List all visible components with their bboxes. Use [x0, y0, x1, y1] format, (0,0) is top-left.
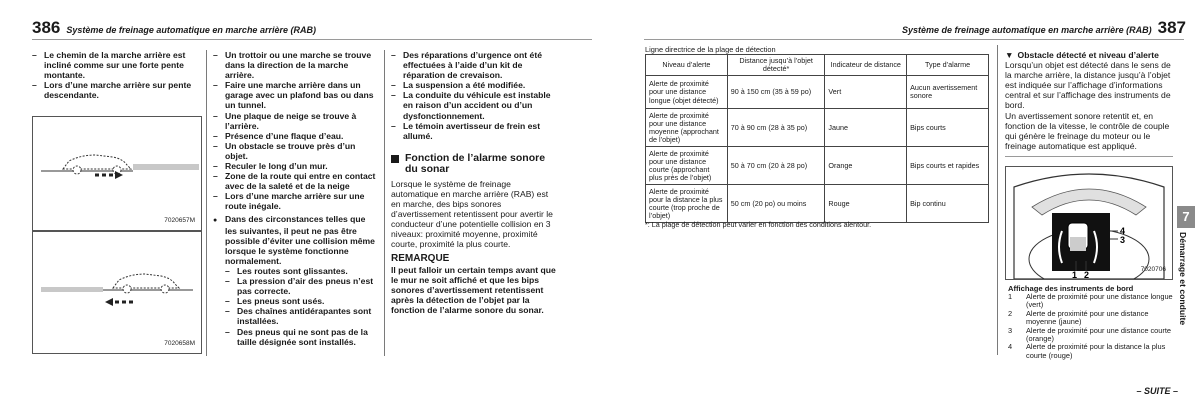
conditions-list-1: [32, 50, 202, 100]
list-item: – Des pneus qui ne sont pas de la taille désignée sont installés.: [225, 327, 378, 347]
collision-sub-list: [225, 266, 378, 347]
legend-item: [1008, 327, 1174, 344]
list-item: – Un obstacle se trouve près d’un objet.: [213, 141, 378, 161]
obstacle-text-2: Un avertissement sonore retentit et, en fonction de la vitesse, le contrôle de couple qui génère le freinage du moteur ou le freinage automatique est appliqué.: [1005, 110, 1170, 151]
triangle-down-icon: ▼: [1005, 50, 1014, 60]
section-text: Lorsque le système de freinage automatique en marche arrière (RAB) est en marche, des bips sonores d’avertissement retentissent pour avertir le conducteur d’une potentielle collision en 3 niveaux: proximité moyenne, proximité courte, proximité la plus courte.: [391, 178, 553, 250]
table-row: [646, 147, 989, 185]
list-item: – Les routes sont glissantes.: [225, 266, 378, 276]
table-cell: Vert: [825, 76, 907, 109]
legend-number: 3: [1008, 325, 1013, 335]
table-cell: Orange: [825, 147, 907, 185]
legend-text: Alerte de proximité pour une distance longue (vert): [1026, 292, 1173, 310]
right-col: [1005, 50, 1175, 151]
left-col-3: [391, 50, 556, 315]
car-slope-downhill-illustration: [33, 232, 201, 353]
figure-code: 7020658M: [164, 340, 195, 347]
column-divider: [997, 45, 998, 355]
table-row: [646, 185, 989, 223]
left-header-title: Système de freinage automatique en marche arrière (RAB): [66, 25, 316, 35]
legend-text: Alerte de proximité pour la distance la plus courte (rouge): [1026, 342, 1166, 360]
collision-bullet-list: [213, 214, 378, 347]
obstacle-text: Lorsqu’un objet est détecté dans le sens de la marche arrière, la distance jusqu’à l’objet est indiquée sur l’affichage d’informations central et sur l’affichage des instruments de bord.: [1005, 60, 1171, 111]
table-cell: Jaune: [825, 109, 907, 147]
list-item: – Une plaque de neige se trouve à l’arrière.: [213, 111, 378, 131]
right-page-header: [902, 18, 1186, 38]
table-footnote: *: La plage de détection peut varier en fonction des conditions alentour.: [645, 220, 872, 229]
cluster-label: 1: [1072, 270, 1078, 279]
chapter-label: Démarrage et conduite: [1178, 232, 1188, 326]
bullet-text: Dans des circonstances telles que les suivantes, il peut ne pas être possible d’éviter une collision même lorsque le système fonctionne normalement.: [225, 213, 375, 266]
list-item: – Lors d’une marche arrière sur pente descendante.: [32, 80, 202, 100]
cluster-label: 2: [1084, 270, 1090, 279]
table-cell: 50 cm (20 po) ou moins: [727, 185, 825, 223]
cluster-label: 4: [1120, 226, 1126, 236]
left-col-2: [213, 50, 378, 347]
table-cell: Bip continu: [907, 185, 989, 223]
list-item: – Un trottoir ou une marche se trouve dans la direction de la marche arrière.: [213, 50, 378, 80]
legend-number: 2: [1008, 308, 1013, 318]
conditions-list-3: [391, 50, 556, 141]
section-title: Fonction de l’alarme sonore du sonar: [405, 151, 546, 176]
legend-title: Affichage des instruments de bord: [1008, 284, 1134, 293]
obstacle-heading: [1005, 50, 1175, 60]
list-item: – Reculer le long d’un mur.: [213, 161, 378, 171]
table-cell: Alerte de proximité pour la distance la plus courte (trop proche de l’objet): [646, 185, 728, 223]
table-cell: Alerte de proximité pour une distance longue (objet détecté): [646, 76, 728, 109]
table-row: [646, 76, 989, 109]
section-square-icon: [391, 155, 399, 163]
list-item: – Lors d’une marche arrière sur une route inégale.: [213, 191, 378, 211]
list-item: – Le témoin avertisseur de frein est allumé.: [391, 121, 556, 141]
column-divider: [206, 50, 207, 356]
table-cell: Bips courts et rapides: [907, 147, 989, 185]
list-item: – Des réparations d’urgence ont été effectuées à l’aide d’un kit de réparation de crevaison.: [391, 50, 556, 80]
figure-code: 7020706: [1140, 266, 1166, 273]
table-cell: 90 à 150 cm (35 à 59 po): [727, 76, 825, 109]
continued-marker: – SUITE –: [1136, 386, 1178, 396]
legend-item: [1008, 343, 1174, 360]
table-cell: Aucun avertissement sonore: [907, 76, 989, 109]
list-item: – La conduite du véhicule est instable en raison d’un accident ou d’un dysfonctionnement.: [391, 90, 556, 120]
left-page-header: [32, 18, 316, 38]
left-header-rule: [32, 39, 592, 40]
figure-code: 7020657M: [164, 217, 195, 224]
table-header-row: [646, 55, 989, 76]
instrument-cluster-illustration: [1006, 167, 1172, 279]
right-header-rule: [644, 39, 1184, 40]
chapter-tab: 7: [1177, 206, 1195, 228]
table-header: Indicateur de distance: [825, 55, 907, 76]
remarque-text: Il peut falloir un certain temps avant que le mur ne soit affiché et que les bips sonores d’avertissement retentissent après la détection de l’objet par la fonction de l’alarme sonore du sonar.: [391, 264, 556, 315]
table-caption: Ligne directrice de la plage de détection: [645, 45, 776, 54]
table-header: Type d’alarme: [907, 55, 989, 76]
list-item: – La suspension a été modifiée.: [391, 80, 556, 90]
table-cell: Alerte de proximité pour une distance courte (approchant plus près de l’objet): [646, 147, 728, 185]
conditions-list-2: [213, 50, 378, 212]
list-item: – La pression d’air des pneus n’est pas correcte.: [225, 276, 378, 296]
table-cell: 70 à 90 cm (28 à 35 po): [727, 109, 825, 147]
car-slope-uphill-illustration: [33, 117, 201, 230]
legend-number: 1: [1008, 292, 1013, 301]
section-heading: [391, 153, 556, 176]
detection-range-table: [645, 54, 989, 223]
table-row: [646, 109, 989, 147]
left-page-number: 386: [32, 18, 61, 37]
column-divider: [384, 50, 385, 356]
table-header: Niveau d’alerte: [646, 55, 728, 76]
legend-item: [1008, 310, 1174, 327]
column-rule: [1005, 156, 1173, 157]
legend-text: Alerte de proximité pour une distance moyenne (jaune): [1026, 308, 1149, 327]
instrument-cluster-figure: [1005, 166, 1173, 280]
figure-slope-uphill: [32, 116, 202, 231]
list-item: – Des chaînes antidérapantes sont installées.: [225, 306, 378, 326]
right-page: [600, 0, 1200, 402]
list-item: – Présence d’une flaque d’eau.: [213, 131, 378, 141]
list-item: – Faire une marche arrière dans un garage avec un plafond bas ou dans un tunnel.: [213, 80, 378, 110]
legend-text: Alerte de proximité pour une distance courte (orange): [1026, 325, 1172, 344]
table-header: Distance jusqu’à l’objet détecté*: [727, 55, 825, 76]
list-item: – Zone de la route qui entre en contact avec de la saleté et de la neige: [213, 171, 378, 191]
left-col-1: [32, 50, 202, 100]
table-cell: Alerte de proximité pour une distance moyenne (approchant de l’objet): [646, 109, 728, 147]
cluster-legend: [1008, 284, 1174, 360]
legend-item: [1008, 293, 1174, 310]
list-item: – Le chemin de la marche arrière est incliné comme sur une forte pente montante.: [32, 50, 202, 80]
legend-number: 4: [1008, 342, 1013, 352]
table-cell: Bips courts: [907, 109, 989, 147]
cluster-label: 3: [1120, 235, 1126, 245]
right-page-number: 387: [1157, 18, 1186, 37]
bullet-item: [213, 214, 378, 347]
table-cell: Rouge: [825, 185, 907, 223]
obstacle-title: Obstacle détecté et niveau d’alerte: [1017, 50, 1159, 60]
figure-slope-downhill: [32, 231, 202, 354]
remarque-title: REMARQUE: [391, 252, 450, 264]
table-cell: 50 à 70 cm (20 à 28 po): [727, 147, 825, 185]
list-item: – Les pneus sont usés.: [225, 296, 378, 306]
right-header-title: Système de freinage automatique en marche arrière (RAB): [902, 25, 1152, 35]
